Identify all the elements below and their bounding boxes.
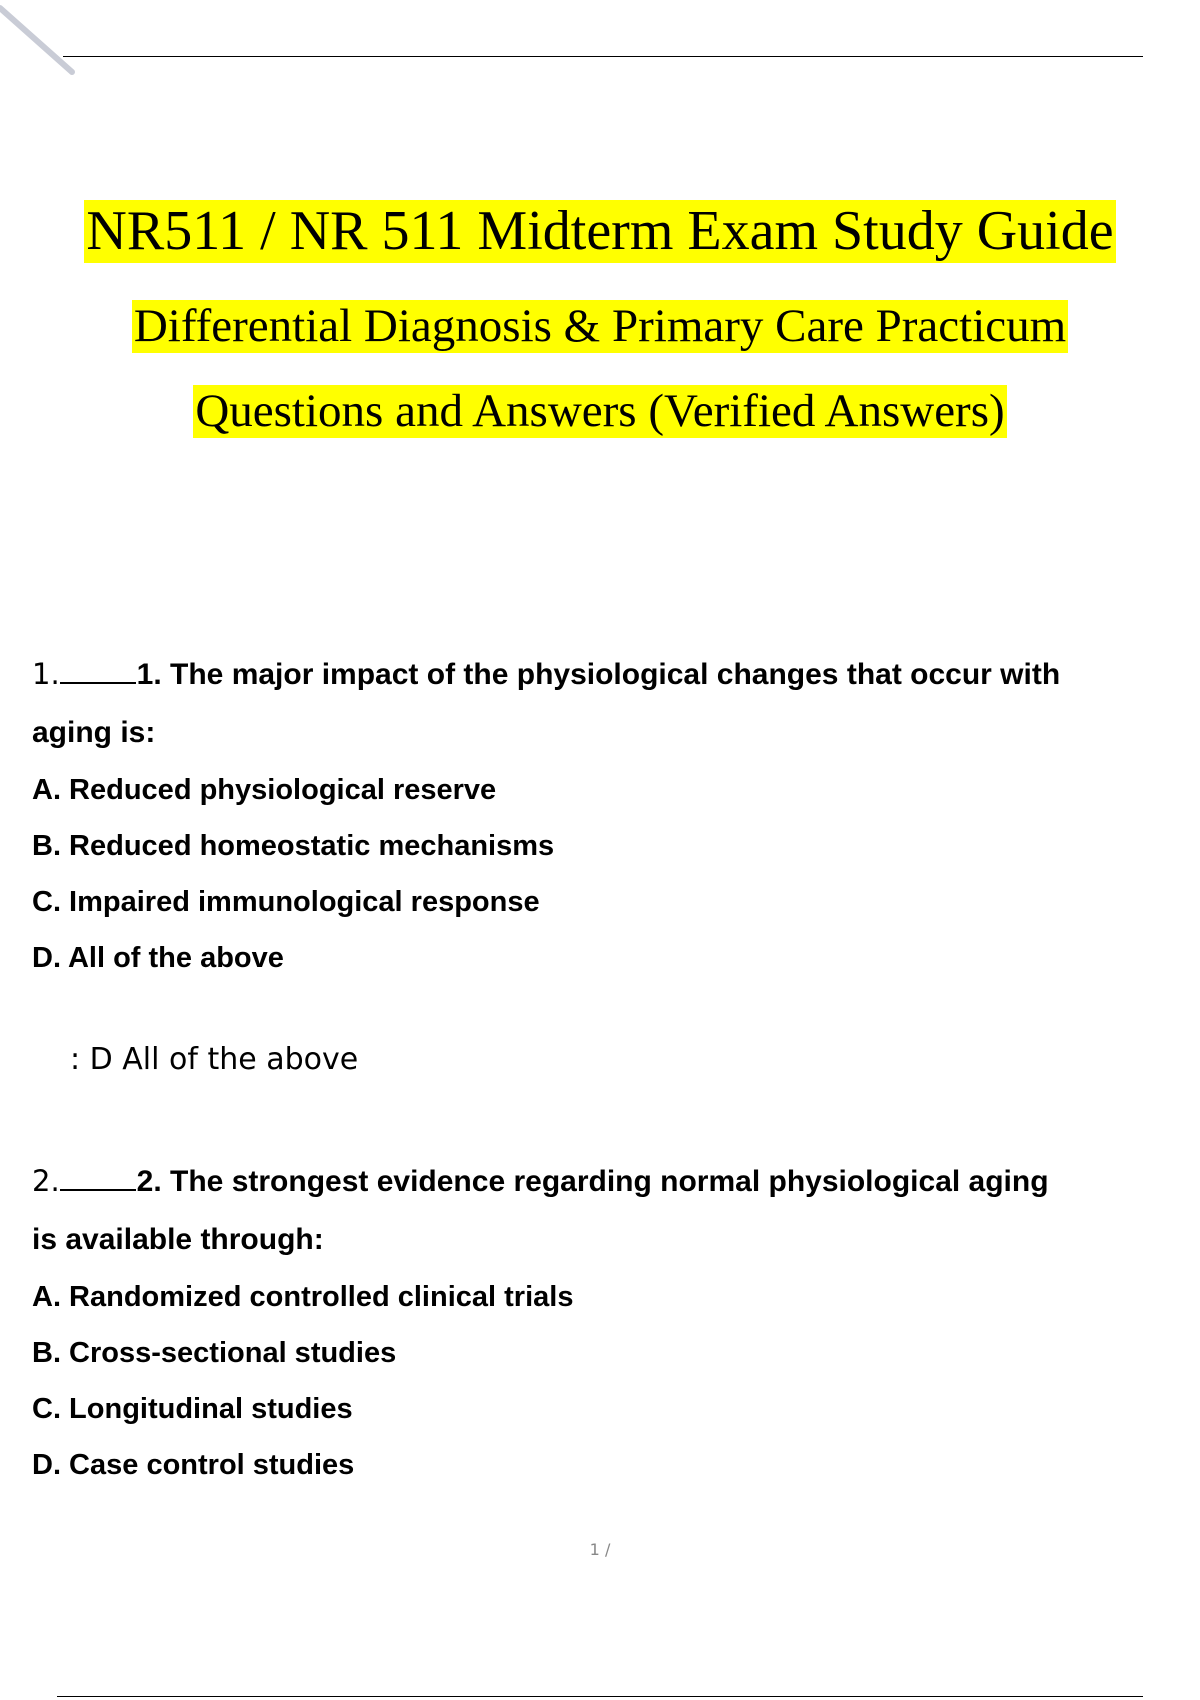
document-subtitle-line-1: Differential Diagnosis & Primary Care Practicum xyxy=(133,300,1067,352)
option-b: B. Reduced homeostatic mechanisms xyxy=(32,830,555,862)
question-stem-line-1: 1. The major impact of the physiological changes that occur with xyxy=(136,658,1061,691)
question-stem-line-2: aging is: xyxy=(32,716,156,749)
question-stem xyxy=(32,645,1142,704)
option-a: A. Randomized controlled clinical trials xyxy=(32,1281,574,1313)
answer-blank xyxy=(60,658,136,684)
question-number: 1. xyxy=(32,657,60,691)
question-stem-line-2: is available through: xyxy=(32,1223,324,1256)
answer-blank xyxy=(60,1165,136,1191)
question-number: 2. xyxy=(32,1164,60,1198)
option-a: A. Reduced physiological reserve xyxy=(32,774,497,806)
question-stem-line-1: 2. The strongest evidence regarding normal physiological aging xyxy=(136,1165,1049,1198)
page-number: 1 / xyxy=(589,1540,611,1559)
question-1 xyxy=(32,645,1142,986)
document-subtitle-line-2: Questions and Answers (Verified Answers) xyxy=(195,385,1005,437)
header-rule xyxy=(63,56,1143,57)
option-c: C. Impaired immunological response xyxy=(32,886,540,918)
option-d: D. Case control studies xyxy=(32,1449,355,1481)
page-corner-fold-mark xyxy=(0,0,90,90)
option-b: B. Cross-sectional studies xyxy=(32,1337,397,1369)
footer-rule xyxy=(57,1696,1143,1697)
question-2 xyxy=(32,1152,1142,1493)
option-d: D. All of the above xyxy=(32,942,284,974)
document-title: NR511 / NR 511 Midterm Exam Study Guide xyxy=(86,200,1114,262)
question-stem xyxy=(32,1152,1142,1211)
option-c: C. Longitudinal studies xyxy=(32,1393,353,1425)
question-1-answer: : D All of the above xyxy=(70,1042,359,1077)
